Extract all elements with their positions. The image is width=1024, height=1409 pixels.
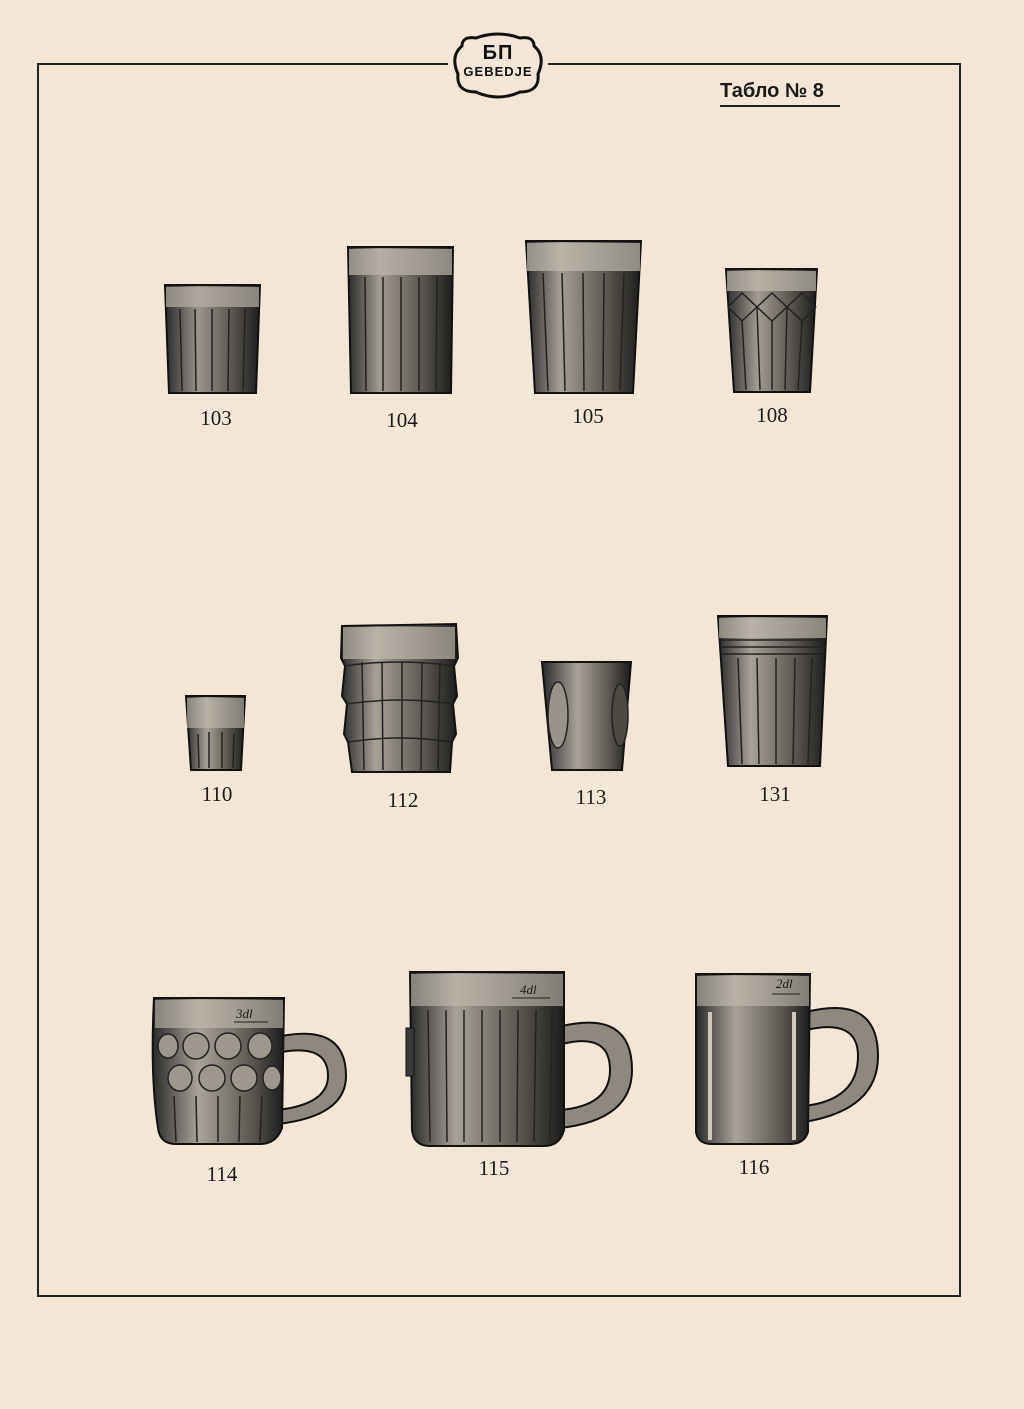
item-number: 110: [201, 782, 233, 806]
item-number: 108: [756, 403, 788, 427]
glass-131-drawing: [716, 614, 830, 772]
item-number: 114: [206, 1162, 238, 1186]
glass-105-drawing: [523, 239, 645, 399]
item-number: 115: [478, 1156, 510, 1180]
glass-112-drawing: [338, 622, 463, 777]
capacity-mark: 2dl: [776, 976, 793, 991]
item-number: 105: [572, 404, 604, 428]
glass-103-drawing: [160, 283, 265, 401]
gebedje-logo: [448, 32, 548, 100]
mug-116-drawing: [692, 972, 882, 1148]
item-number: 113: [575, 785, 607, 809]
glass-113-drawing: [540, 660, 634, 774]
glass-110-drawing: [184, 694, 248, 774]
capacity-mark: 3dl: [236, 1006, 253, 1021]
item-number: 131: [759, 782, 791, 806]
logo-letters: БП: [482, 42, 514, 64]
plate-title: Табло № 8: [720, 80, 840, 107]
item-number: 112: [387, 788, 419, 812]
glass-104-drawing: [345, 245, 457, 397]
item-number: 103: [200, 406, 232, 430]
item-number: 116: [738, 1155, 770, 1179]
item-number: 104: [386, 408, 418, 432]
logo-wordmark: GEBEDJE: [463, 64, 533, 79]
glass-108-drawing: [724, 267, 820, 397]
capacity-mark: 4dl: [520, 982, 537, 997]
